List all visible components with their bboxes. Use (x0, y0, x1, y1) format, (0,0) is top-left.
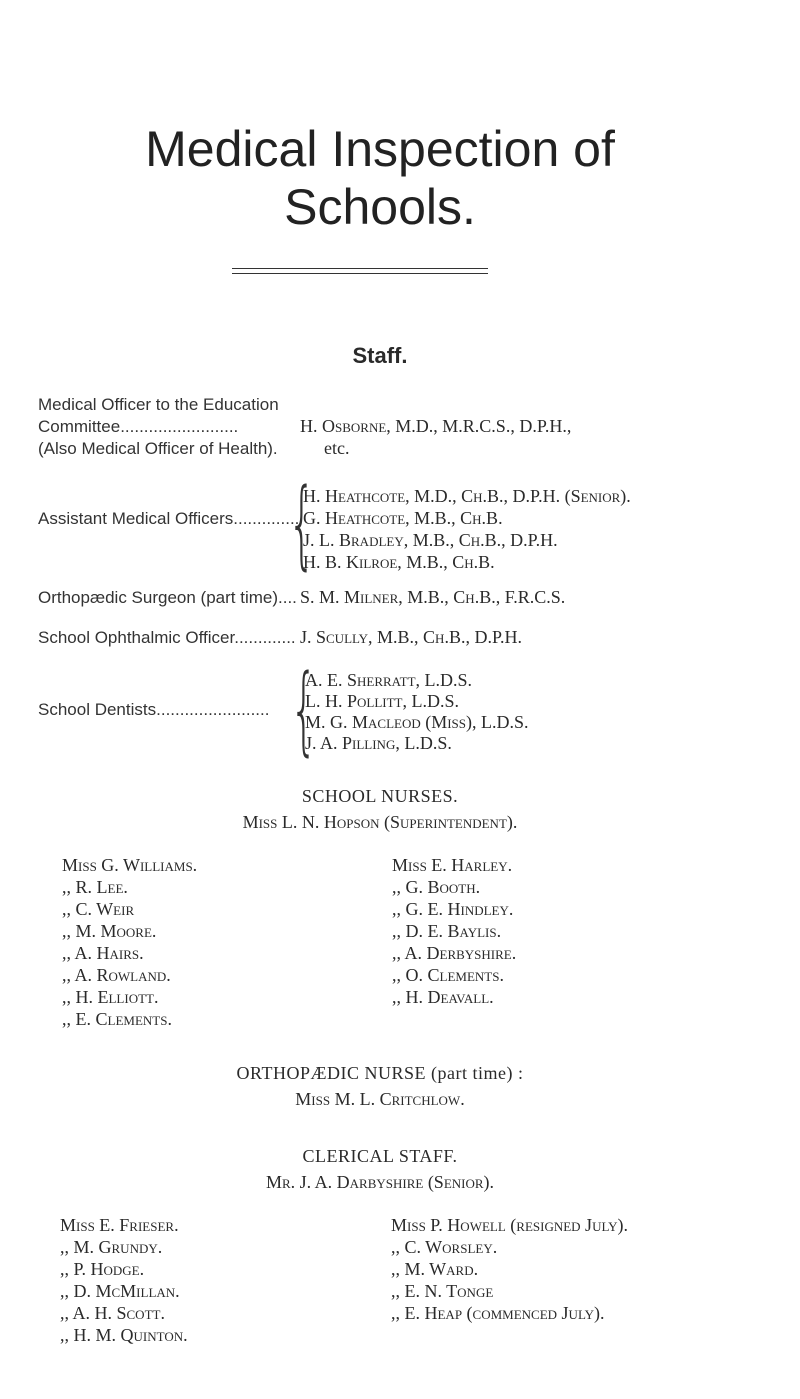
asst-label (38, 509, 299, 529)
nurse-left-7: ,, H. Elliott. (62, 987, 159, 1007)
nurse-left-2: ,, R. Lee. (62, 877, 128, 897)
clerical-left-6: ,, H. M. Quinton. (60, 1325, 188, 1345)
nurse-left-8: ,, E. Clements. (62, 1009, 172, 1029)
ortho-nurse-heading: ORTHOPÆDIC NURSE (part time) : (236, 1063, 524, 1083)
nurse-right-5: ,, A. Derbyshire. (392, 943, 517, 963)
nurse-left-1: Miss G. Williams. (62, 855, 198, 875)
brace-icon: { (288, 468, 316, 580)
ophth-label-text: School Ophthalmic Officer (38, 628, 235, 647)
nurse-right-1: Miss E. Harley. (392, 855, 513, 875)
moh-label-line2 (38, 417, 238, 437)
nurse-right-6: ,, O. Clements. (392, 965, 504, 985)
ortho-nurse-name: Miss M. L. Critchlow. (295, 1089, 465, 1109)
clerical-left-3: ,, P. Hodge. (60, 1259, 145, 1279)
dent-label-text: School Dentists (38, 700, 157, 719)
asst-name-3: J. L. Bradley, M.B., Ch.B., D.P.H. (303, 530, 558, 550)
moh-label-text: Committee (38, 417, 121, 436)
ortho-label: Orthopædic Surgeon (part time).... (38, 588, 297, 607)
leader-dots: ......................... (120, 417, 239, 436)
moh-name: H. Osborne, M.D., M.R.C.S., D.P.H., (300, 416, 572, 436)
ophth-name: J. Scully, M.B., Ch.B., D.P.H. (300, 627, 522, 647)
dent-name-3: M. G. Macleod (Miss), L.D.S. (305, 712, 529, 732)
asst-name-4: H. B. Kilroe, M.B., Ch.B. (303, 552, 495, 572)
clerical-left-2: ,, M. Grundy. (60, 1237, 163, 1257)
nurses-superintendent: Miss L. N. Hopson (Superintendent). (242, 812, 518, 832)
nurse-left-4: ,, M. Moore. (62, 921, 157, 941)
clerical-right-5: ,, E. Heap (commenced July). (391, 1303, 605, 1323)
staff-heading: Staff. (352, 343, 408, 368)
dent-name-1: A. E. Sherratt, L.D.S. (305, 670, 473, 690)
asst-name-1: H. Heathcote, M.D., Ch.B., D.P.H. (Senior). (303, 486, 631, 506)
asst-label-text: Assistant Medical Officers (38, 509, 234, 528)
leader-dots: ........................ (156, 700, 270, 719)
double-rule-top (232, 268, 488, 269)
asst-name-2: G. Heathcote, M.B., Ch.B. (303, 508, 503, 528)
nurse-left-6: ,, A. Rowland. (62, 965, 171, 985)
ophth-label (38, 628, 296, 648)
brace-icon: { (290, 654, 318, 766)
nurse-right-3: ,, G. E. Hindley. (392, 899, 514, 919)
dent-name-4: J. A. Pilling, L.D.S. (305, 733, 452, 753)
clerical-left-4: ,, D. McMillan. (60, 1281, 180, 1301)
dent-name-2: L. H. Pollitt, L.D.S. (305, 691, 459, 711)
leader-dots: .............. (233, 509, 300, 528)
nurse-right-4: ,, D. E. Baylis. (392, 921, 502, 941)
moh-note: (Also Medical Officer of Health). (38, 439, 278, 458)
moh-label-line1: Medical Officer to the Education (38, 395, 279, 414)
clerical-right-1: Miss P. Howell (resigned July). (391, 1215, 628, 1235)
clerical-right-3: ,, M. Ward. (391, 1259, 479, 1279)
clerical-right-2: ,, C. Worsley. (391, 1237, 498, 1257)
clerical-right-4: ,, E. N. Tonge (391, 1281, 494, 1301)
nurse-left-3: ,, C. Weir (62, 899, 135, 919)
ortho-name: S. M. Milner, M.B., Ch.B., F.R.C.S. (300, 587, 566, 607)
nurse-right-7: ,, H. Deavall. (392, 987, 494, 1007)
nurse-right-2: ,, G. Booth. (392, 877, 481, 897)
clerical-left-5: ,, A. H. Scott. (60, 1303, 165, 1323)
nurses-heading: SCHOOL NURSES. (301, 786, 459, 806)
double-rule-bottom (232, 273, 488, 274)
title-line-2: Schools. (284, 179, 476, 235)
nurse-left-5: ,, A. Hairs. (62, 943, 144, 963)
leader-dots: ............. (234, 628, 296, 647)
dent-label (38, 700, 269, 720)
moh-etc: etc. (324, 438, 350, 458)
clerical-left-1: Miss E. Frieser. (60, 1215, 179, 1235)
title-line-1: Medical Inspection of (145, 121, 615, 177)
clerical-senior: Mr. J. A. Darbyshire (Senior). (265, 1172, 495, 1192)
clerical-heading: CLERICAL STAFF. (302, 1146, 458, 1166)
